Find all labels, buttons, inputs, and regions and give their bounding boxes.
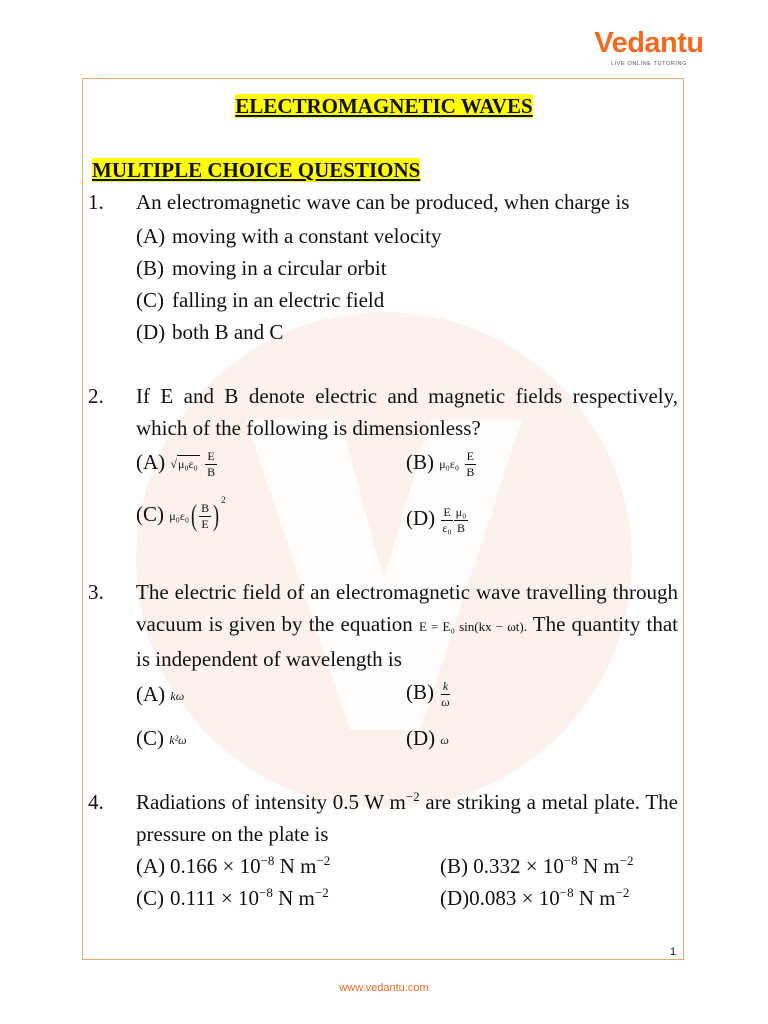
option-label: (A) (136, 682, 166, 706)
question-number: 4. (88, 790, 104, 814)
question-text-part: are striking a metal plate. The pressure on the plate is (136, 790, 678, 846)
exponent: −8 (259, 885, 273, 900)
fraction-numerator: k (441, 680, 450, 695)
option-text: both B and C (172, 320, 284, 344)
logo-text: Vedantu (594, 27, 704, 59)
question-text: If E and B denote electric and magnetic fields respectively, which of the following is dimensionless? (136, 384, 678, 440)
footer-website-link[interactable] (0, 982, 768, 994)
exponent: −2 (405, 789, 420, 804)
option-label: (B) (440, 854, 468, 878)
option-label: (D) (136, 320, 166, 344)
fraction (454, 506, 469, 535)
option-value: 0.111 × 10 (170, 886, 260, 910)
question-4 (88, 786, 678, 850)
q3-option-b (406, 678, 452, 709)
option-label: (B) (406, 680, 434, 704)
fraction (205, 450, 217, 479)
option-label: (C) (136, 726, 164, 750)
question-2 (88, 380, 678, 444)
q1-option-d (136, 318, 283, 346)
exponent: −8 (563, 853, 578, 868)
q2-option-a (136, 448, 217, 479)
question-text-part: Radiations of intensity 0.5 W m (136, 790, 406, 814)
fraction (439, 680, 451, 709)
fraction-denominator: ε₀ (442, 520, 452, 535)
coefficient: μ₀ε₀ (439, 457, 460, 472)
fraction (199, 502, 211, 531)
question-1 (88, 186, 678, 218)
fraction-denominator: B (466, 464, 475, 479)
left-paren: ( (191, 499, 198, 533)
option-label: (A) (136, 450, 166, 474)
coefficient: μ₀ε₀ (169, 509, 190, 524)
option-unit: N m (272, 886, 315, 910)
option-label: (D) (406, 506, 436, 530)
option-label: (D) (440, 886, 470, 910)
page-title-text: ELECTROMAGNETIC WAVES (235, 94, 533, 118)
option-label: (D) (406, 726, 436, 750)
q2-option-c (136, 495, 226, 533)
fraction-numerator: μ₀ (454, 506, 469, 521)
question-3 (88, 576, 678, 675)
option-value: 0.332 × 10 (468, 854, 564, 878)
q1-option-a (136, 222, 441, 250)
question-number: 2. (88, 384, 104, 408)
question-text (136, 786, 678, 850)
option-value: 0.083 × 10 (469, 886, 560, 910)
equation: E = E₀ sin(kx − ωt). (418, 619, 527, 634)
option-unit: N m (573, 886, 616, 910)
fraction-denominator: B (456, 520, 465, 535)
option-label: (C) (136, 886, 164, 910)
option-label: (B) (406, 450, 434, 474)
expression: k²ω (169, 733, 187, 748)
question-text-part: The electric field of an electromagnetic wave travelling through vacuum is given by the equation (136, 580, 678, 636)
sqrt-expression: √μ₀ε₀ (170, 457, 198, 472)
q4-option-a (136, 852, 330, 880)
q1-option-c (136, 286, 384, 314)
footer-link-text[interactable]: www.vedantu.com (339, 982, 429, 994)
q3-option-a (136, 680, 184, 708)
page-title (0, 92, 768, 120)
exponent: −8 (559, 885, 574, 900)
page-number: 1 (670, 946, 677, 958)
fraction-numerator: B (199, 502, 211, 517)
section-heading (92, 156, 420, 184)
option-value: 0.166 × 10 (170, 854, 261, 878)
option-unit: N m (274, 854, 317, 878)
q2-option-d (406, 504, 468, 535)
question-text: An electromagnetic wave can be produced, when charge is (136, 190, 630, 214)
q4-option-b (440, 852, 634, 880)
option-text: moving with a constant velocity (172, 224, 442, 248)
exponent: −2 (316, 853, 331, 868)
option-label: (B) (136, 256, 164, 280)
exponent: 2 (221, 495, 226, 505)
sqrt-radicand: μ₀ε₀ (178, 457, 198, 472)
exponent: −8 (260, 853, 275, 868)
exponent: −2 (619, 853, 634, 868)
q4-option-d (440, 884, 629, 912)
fraction-denominator: B (207, 464, 216, 479)
fraction (464, 450, 476, 479)
question-text-part: The quantity that is independent of wavelength is (136, 612, 678, 671)
q3-option-d (406, 724, 449, 752)
q3-option-c (136, 724, 187, 752)
option-label: (A) (136, 854, 166, 878)
expression: ω (440, 733, 449, 748)
exponent: −2 (615, 885, 630, 900)
expression: kω (170, 689, 185, 704)
question-number: 3. (88, 580, 104, 604)
section-heading-text: MULTIPLE CHOICE QUESTIONS (92, 158, 421, 182)
option-unit: N m (577, 854, 620, 878)
fraction (440, 506, 453, 535)
question-number: 1. (88, 190, 104, 214)
q4-option-c (136, 884, 329, 912)
q1-option-b (136, 254, 387, 282)
fraction-numerator: E (465, 450, 476, 465)
fraction-denominator: E (201, 516, 209, 531)
fraction-denominator: ω (441, 694, 450, 709)
q2-option-b (406, 448, 476, 479)
fraction-numerator: E (441, 506, 452, 521)
option-label: (A) (136, 224, 166, 248)
option-text: moving in a circular orbit (172, 256, 387, 280)
question-text (136, 576, 678, 675)
right-paren: ) (213, 499, 220, 533)
option-label: (C) (136, 288, 164, 312)
logo-tagline: LIVE ONLINE TUTORING (611, 61, 687, 67)
option-text: falling in an electric field (172, 288, 385, 312)
fraction-numerator: E (205, 450, 216, 465)
option-label: (C) (136, 502, 164, 526)
exponent: −2 (314, 885, 329, 900)
